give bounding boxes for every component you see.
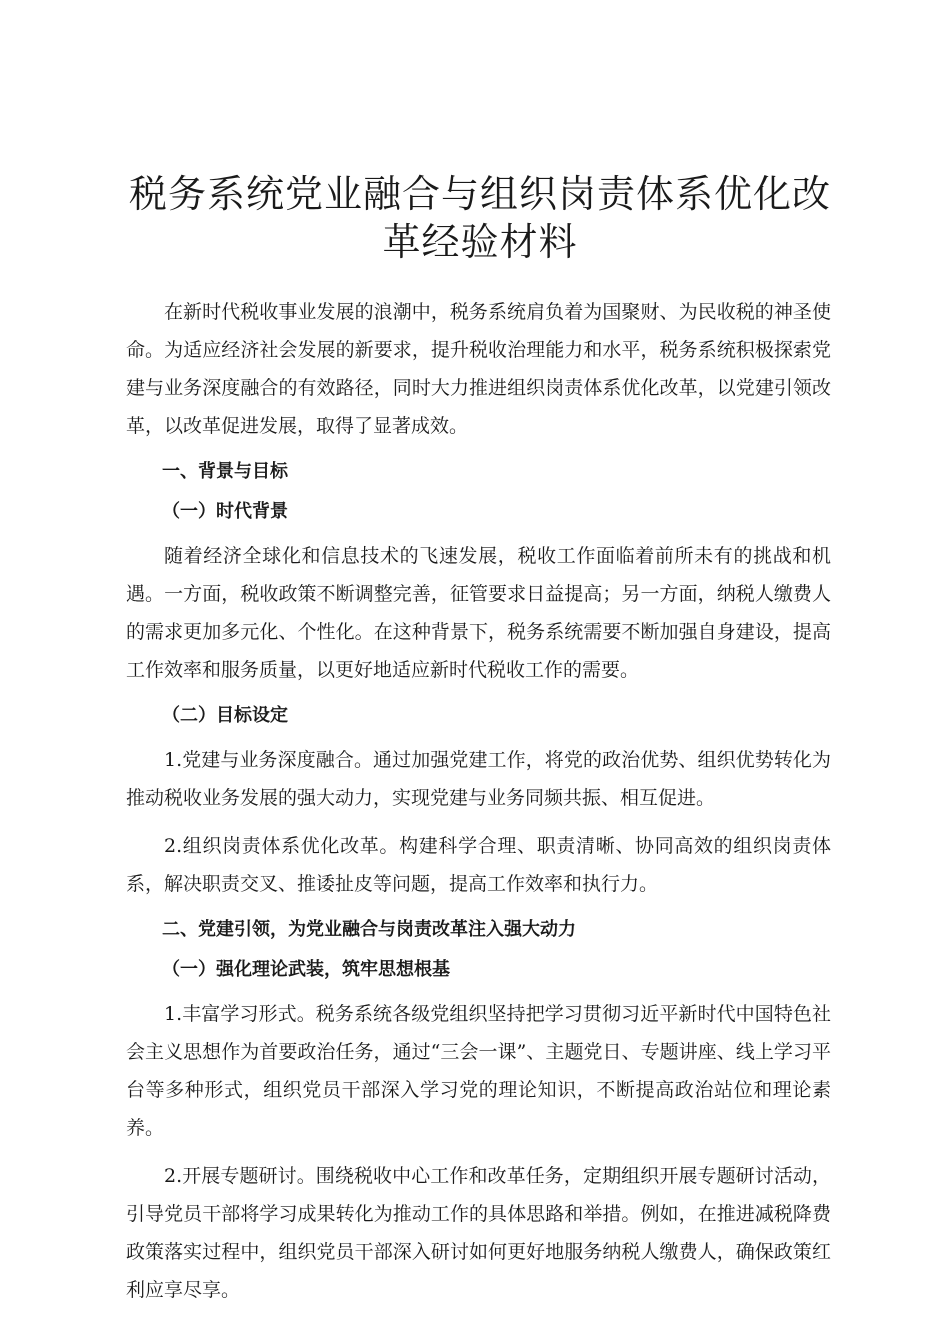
body-paragraph: 1.党建与业务深度融合。通过加强党建工作，将党的政治优势、组织优势转化为推动税收业务发展的强大动力，实现党建与业务同频共振、相互促进。 (126, 749, 831, 809)
body-paragraph: 2.开展专题研讨。围绕税收中心工作和改革任务，定期组织开展专题研讨活动，引导党员干部将学习成果转化为推动工作的具体思路和举措。例如，在推进减税降费政策落实过程中，组织党员干部深入研讨如何更好地服务纳税人缴费人，确保政策红利应享尽享。 (126, 1165, 831, 1301)
body-paragraph: 2.组织岗责体系优化改革。构建科学合理、职责清晰、协同高效的组织岗责体系，解决职责交叉、推诿扯皮等问题，提高工作效率和执行力。 (126, 835, 831, 895)
document-title: 税务系统党业融合与组织岗责体系优化改革经验材料 (128, 172, 831, 264)
subsection-heading-1-2: （二）目标设定 (162, 705, 288, 726)
section-heading-2: 二、党建引领，为党业融合与岗责改革注入强大动力 (162, 919, 576, 940)
body-paragraph: 1.丰富学习形式。税务系统各级党组织坚持把学习贯彻习近平新时代中国特色社会主义思想作为首要政治任务，通过“三会一课”、主题党日、专题讲座、线上学习平台等多种形式，组织党员干部深入学习党的理论知识，不断提高政治站位和理论素养。 (126, 1003, 831, 1139)
document-body (126, 293, 831, 1319)
body-paragraph: 随着经济全球化和信息技术的飞速发展，税收工作面临着前所未有的挑战和机遇。一方面，税收政策不断调整完善，征管要求日益提高；另一方面，纳税人缴费人的需求更加多元化、个性化。在这种背景下，税务系统需要不断加强自身建设，提高工作效率和服务质量，以更好地适应新时代税收工作的需要。 (126, 545, 831, 681)
section-heading-1: 一、背景与目标 (162, 461, 288, 482)
subsection-heading-1-1: （一）时代背景 (162, 501, 288, 522)
intro-paragraph: 在新时代税收事业发展的浪潮中，税务系统肩负着为国聚财、为民收税的神圣使命。为适应经济社会发展的新要求，提升税收治理能力和水平，税务系统积极探索党建与业务深度融合的有效路径，同时大力推进组织岗责体系优化改革，以党建引领改革，以改革促进发展，取得了显著成效。 (126, 301, 831, 437)
subsection-heading-2-1: （一）强化理论武装，筑牢思想根基 (162, 959, 450, 980)
